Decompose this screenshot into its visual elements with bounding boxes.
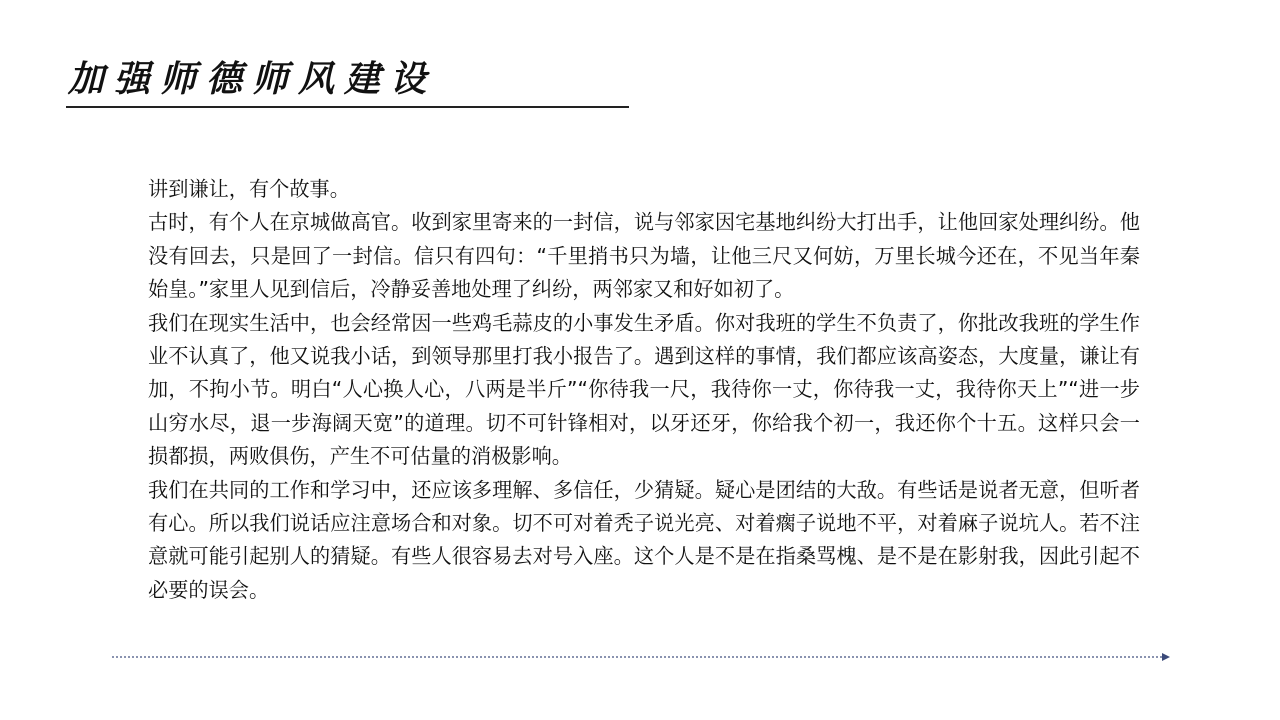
paragraph-conflict: 我们在现实生活中，也会经常因一些鸡毛蒜皮的小事发生矛盾。你对我班的学生不负责了，你批改我班的学生作业不认真了，他又说我小话，到领导那里打我小报告了。遇到这样的事情，我们都应该高姿态，大度量，谦让有加，不拘小节。明白“人心换人心，八两是半斤”“你待我一尺，我待你一丈，你待我一丈，我待你天上”“进一步山穷水尽，退一步海阔天宽”的道理。切不可针锋相对，以牙还牙，你给我个初一，我还你个十五。这样只会一损都损，两败俱伤，产生不可估量的消极影响。: [148, 310, 1140, 469]
paragraph-intro: 讲到谦让，有个故事。: [148, 177, 350, 201]
slide-title: 加强师德师风建设: [68, 58, 437, 100]
arrow-right-icon: [1162, 653, 1170, 661]
footer-dotted-line: [112, 656, 1162, 658]
title-underline: [66, 106, 629, 108]
paragraph-story: 古时，有个人在京城做高官。收到家里寄来的一封信，说与邻家因宅基地纠纷大打出手，让他回家处理纠纷。他没有回去，只是回了一封信。信只有四句：“千里捎书只为墙，让他三尺又何妨，万里长城今还在，不见当年秦始皇。”家里人见到信后，冷静妥善地处理了纠纷，两邻家又和好如初了。: [148, 210, 1140, 302]
body-text: [148, 173, 1140, 607]
footer-divider: [112, 650, 1170, 664]
paragraph-trust: 我们在共同的工作和学习中，还应该多理解、多信任，少猜疑。疑心是团结的大敌。有些话是说者无意，但听者有心。所以我们说话应注意场合和对象。切不可对着秃子说光亮、对着瘸子说地不平，对着麻子说坑人。若不注意就可能引起别人的猜疑。有些人很容易去对号入座。这个人是不是在指桑骂槐、是不是在影射我，因此引起不必要的误会。: [148, 477, 1140, 602]
